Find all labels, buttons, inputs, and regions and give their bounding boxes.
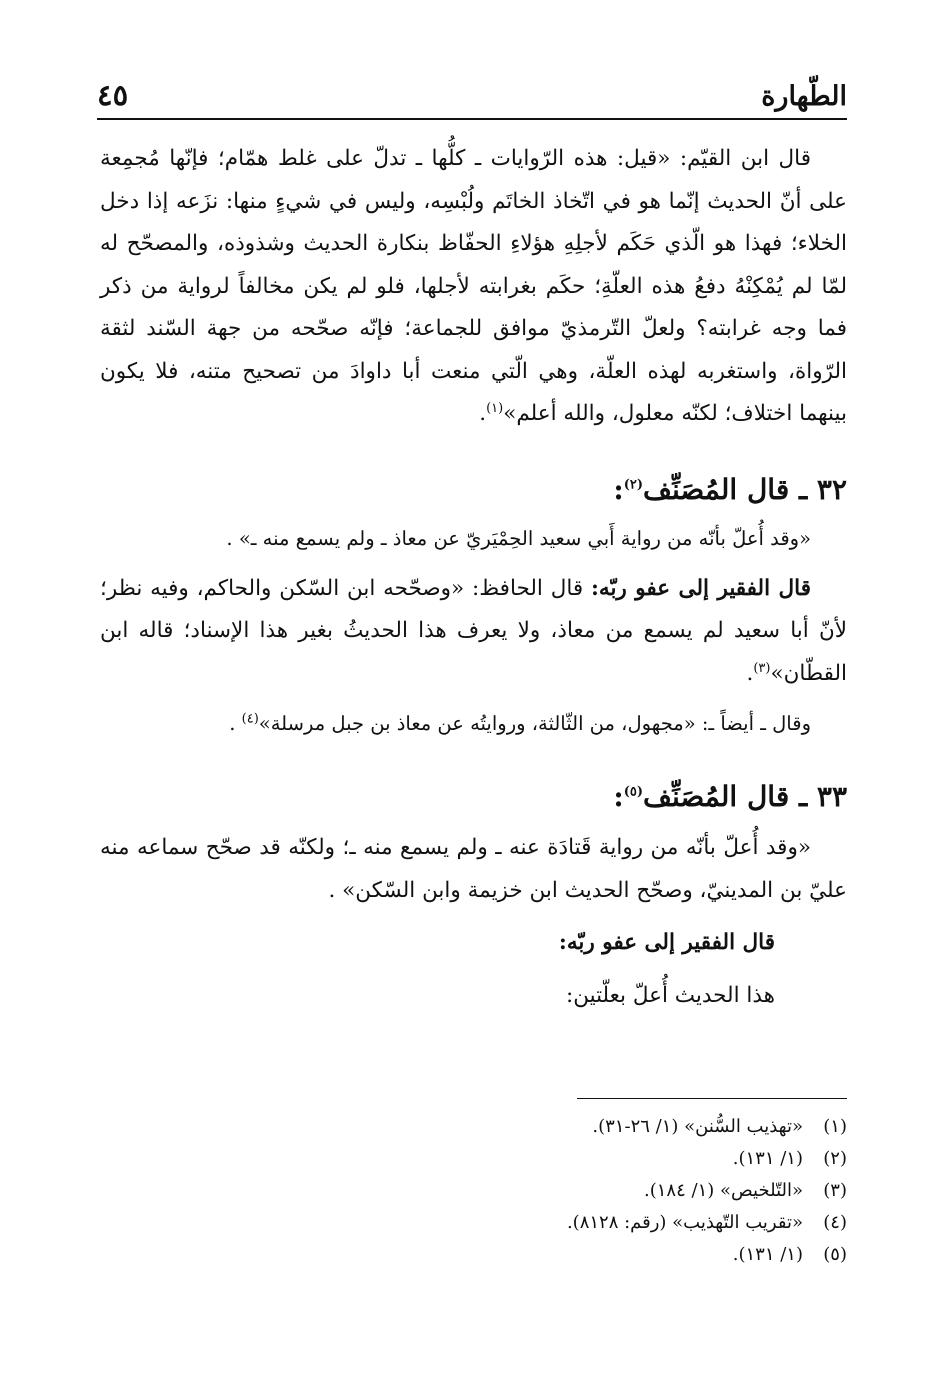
footnote-item: (٢) (١/ ١٣١). <box>732 1148 847 1169</box>
faqir-label: قال الفقير إلى عفو ربّه: <box>590 575 811 601</box>
section-33 <box>100 777 847 1017</box>
footnote-ref: (١) <box>486 400 504 416</box>
footnotes <box>107 1098 847 1271</box>
footnote-ref: (٥) <box>623 784 643 800</box>
footnote-ref: (٣) <box>753 660 771 676</box>
section-heading: ٣٣ ـ قال المُصَنِّف$^{(٥)}$: <box>613 780 847 813</box>
section-32 <box>100 470 847 744</box>
footnote-item: (١) «تهذيب السُّنن» (١/ ٢٦-٣١). <box>592 1116 847 1137</box>
page-number: ٤٥ <box>97 78 129 112</box>
author-quote: «وقد أُعلّ بأنّه من رواية قَتادَة عنه ـ ولم يسمع منه ـ؛ ولكنّه قد صحّح سماعه منه عليّ بن المدينيّ، وصحّح الحديث ابن خزيمة وابن السّكن» . <box>100 835 847 903</box>
footnote-item: (٣) «التّلخيص» (١/ ١٨٤). <box>644 1180 847 1201</box>
commentary-paragraph: وقال ـ أيضاً ـ: «مجهول، من الثّالثة، وروايتُه عن معاذ بن جبل مرسلة»$^{(٤)}$ . <box>229 711 811 735</box>
faqir-label: قال الفقير إلى عفو ربّه: <box>558 930 775 955</box>
running-header <box>97 72 847 120</box>
footnote-item: (٥) (١/ ١٣١). <box>732 1244 847 1265</box>
intro-paragraph: قال ابن القيّم: «قيل: هذه الرّوايات ـ كلُّها ـ تدلّ على غلط همّام؛ فإنّها مُجمِعة على أنّ الحديث إنّما هو في اتّخاذ الخاتَم ولُبْسِه، وليس في شيءٍ منها: نزَعه إذا دخل الخلاء؛ فهذا هو الّذي حَكَم لأجلِهِ هؤلاءِ الحفّاظ بنكارة الحديث وشذوذه، والمصحّح له لمّا لم يُمْكِنْهُ دفعُ هذه العلّةِ؛ حكَم بغرابته لأجلها، فلو لم يكن مخالفاً لرواية من ذكر فما وجه غرابته؟ ولعلّ التّرمذيّ موافق للجماعة؛ فإنّه صحّحه من جهة السّند لثقة الرّواة، واستغربه لهذه العلّة، وهي الّتي منعت أبا داوادَ من تصحيح متنه، فلا يكون بينهما اختلاف؛ لكنّه معلول، والله أعلم»$^{(١)}$. <box>100 146 847 426</box>
footnote-ref: (٢) <box>623 477 643 493</box>
section-heading: ٣٢ ـ قال المُصَنِّف$^{(٢)}$: <box>613 472 847 506</box>
footnote-rule <box>577 1098 847 1099</box>
main-text <box>100 138 847 1017</box>
footnote-ref: (٤) <box>241 711 259 727</box>
chapter-title: الطّهارة <box>761 81 847 112</box>
commentary-paragraph: قال الفقير إلى عفو ربّه: قال الحافظ: «وصحّحه ابن السّكن والحاكم، وفيه نظر؛ لأنّ أبا سعيد لم يسمع من معاذ، ولا يعرف هذا الحديثُ بغير هذا الإسناد؛ قاله ابن القطّان»$^{(٣)}$. <box>100 575 847 686</box>
author-quote: «وقد أُعلّ بأنّه من رواية أَبي سعيد الحِمْيَريّ عن معاذ ـ ولم يسمع منه ـ» . <box>226 526 811 550</box>
footnote-item: (٤) «تقريب التّهذيب» (رقم: ٨١٢٨). <box>566 1212 847 1233</box>
commentary-line: هذا الحديث أُعلّ بعلّتين: <box>565 982 775 1008</box>
